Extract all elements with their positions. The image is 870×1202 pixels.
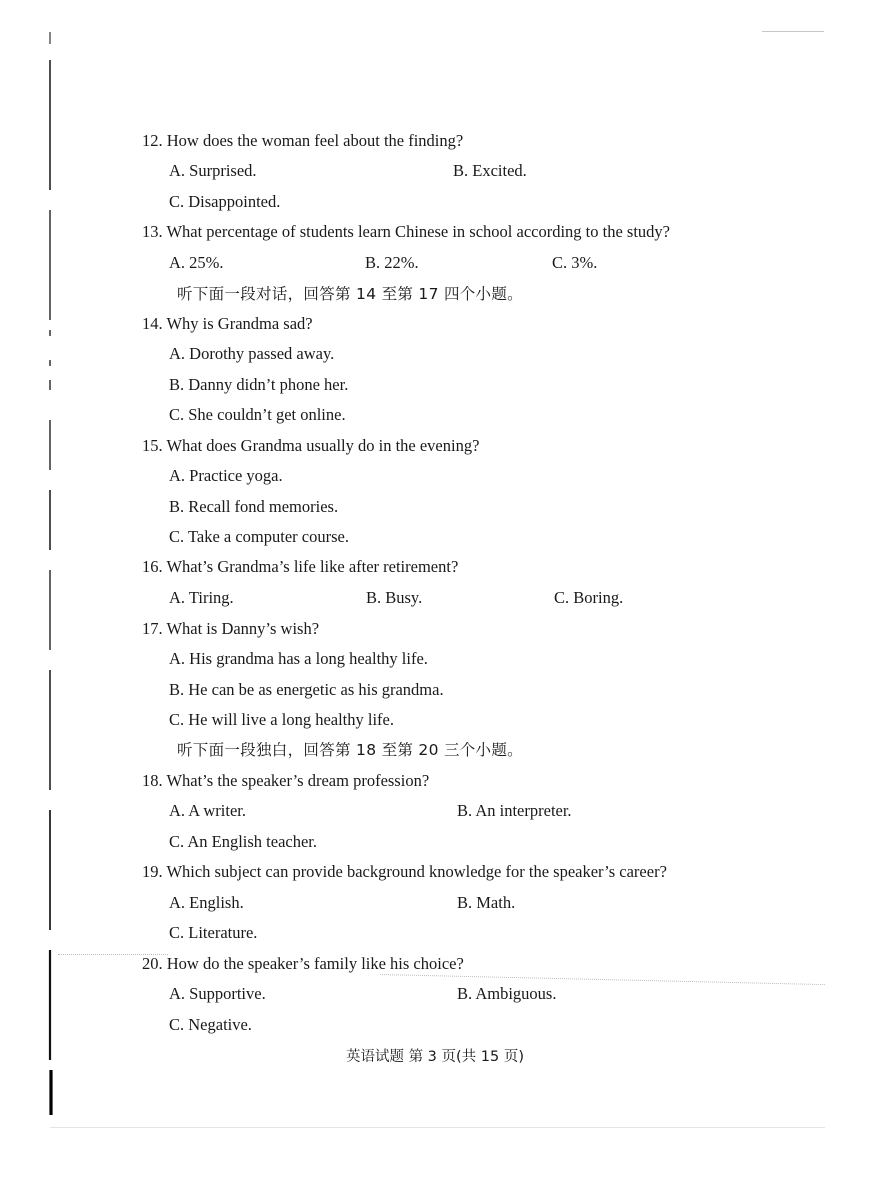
question-16: 16. What’s Grandma’s life like after retirement? <box>142 557 459 576</box>
bottom-rule <box>50 1127 825 1128</box>
top-rule <box>762 31 824 32</box>
q14-option-b: B. Danny didn’t phone her. <box>169 375 349 394</box>
question-19: 19. Which subject can provide background knowledge for the speaker’s career? <box>142 862 667 881</box>
q17-option-a: A. His grandma has a long healthy life. <box>169 649 428 668</box>
q13-option-b: B. 22%. <box>365 253 419 272</box>
q14-option-c: C. She couldn’t get online. <box>169 405 346 424</box>
fold-line-right <box>380 974 825 985</box>
q19-option-c: C. Literature. <box>169 923 258 942</box>
question-17: 17. What is Danny’s wish? <box>142 619 320 638</box>
section-instruction-18-20: 听下面一段独白，回答第 18 至第 20 三个小题。 <box>177 741 523 759</box>
q15-option-c: C. Take a computer course. <box>169 527 349 546</box>
q15-option-b: B. Recall fond memories. <box>169 497 339 516</box>
q18-option-b: B. An interpreter. <box>457 801 572 820</box>
question-13: 13. What percentage of students learn Chinese in school according to the study? <box>142 222 670 241</box>
q20-option-b: B. Ambiguous. <box>457 984 557 1003</box>
binding-edge-marks <box>44 30 58 1120</box>
q13-option-c: C. 3%. <box>552 253 598 272</box>
q19-option-a: A. English. <box>169 893 244 912</box>
question-12: 12. How does the woman feel about the finding? <box>142 131 464 150</box>
q18-option-a: A. A writer. <box>169 801 246 820</box>
q17-option-b: B. He can be as energetic as his grandma. <box>169 680 444 699</box>
q16-option-c: C. Boring. <box>554 588 624 607</box>
q16-option-b: B. Busy. <box>366 588 423 607</box>
section-instruction-14-17: 听下面一段对话，回答第 14 至第 17 四个小题。 <box>177 285 523 303</box>
q17-option-c: C. He will live a long healthy life. <box>169 710 394 729</box>
q20-option-c: C. Negative. <box>169 1015 252 1034</box>
q20-option-a: A. Supportive. <box>169 984 266 1003</box>
q16-option-a: A. Tiring. <box>169 588 234 607</box>
question-18: 18. What’s the speaker’s dream profession? <box>142 771 430 790</box>
q19-option-b: B. Math. <box>457 893 516 912</box>
question-20: 20. How do the speaker’s family like his choice? <box>142 954 464 973</box>
question-15: 15. What does Grandma usually do in the evening? <box>142 436 480 455</box>
q12-option-a: A. Surprised. <box>169 161 257 180</box>
q14-option-a: A. Dorothy passed away. <box>169 344 335 363</box>
q12-option-c: C. Disappointed. <box>169 192 281 211</box>
question-14: 14. Why is Grandma sad? <box>142 314 313 333</box>
q18-option-c: C. An English teacher. <box>169 832 318 851</box>
q12-option-b: B. Excited. <box>453 161 527 180</box>
q15-option-a: A. Practice yoga. <box>169 466 283 485</box>
page-footer: 英语试题 第 3 页(共 15 页) <box>345 1049 525 1065</box>
q13-option-a: A. 25%. <box>169 253 224 272</box>
